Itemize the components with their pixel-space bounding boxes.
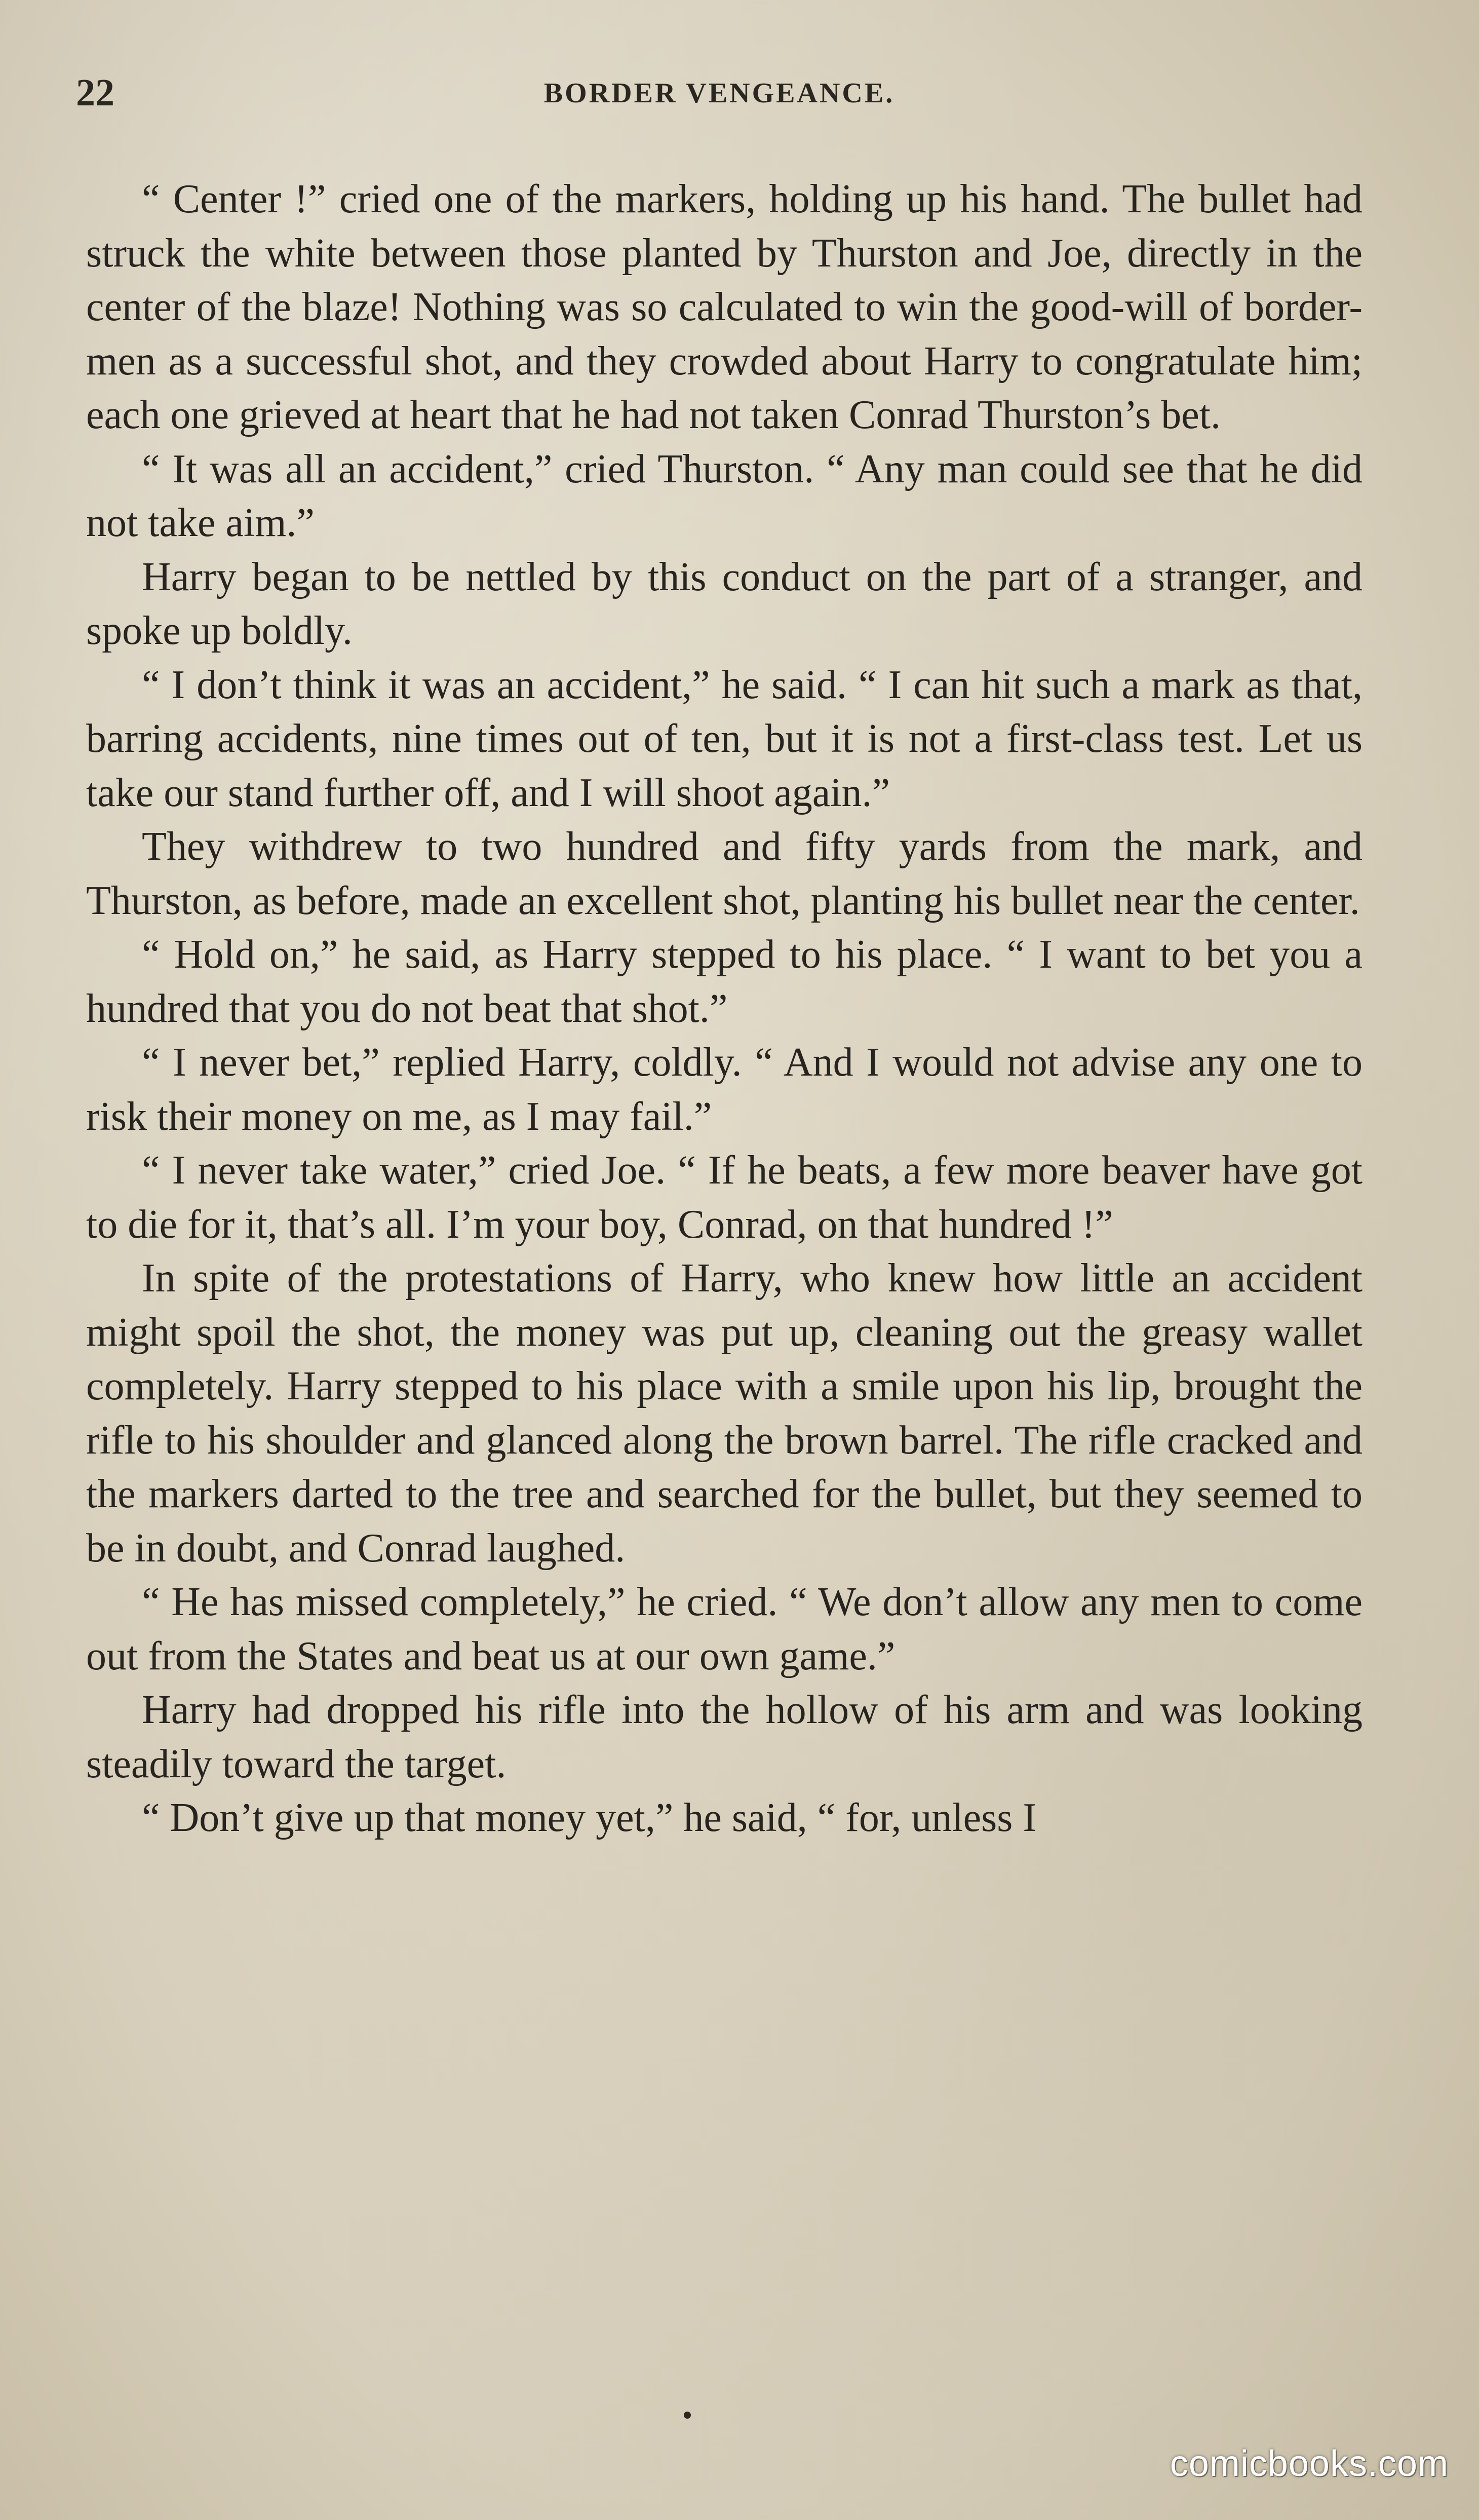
paragraph: “ I never bet,” replied Harry, coldly. “ And I would not advise any one to risk their money on me, as I may fail.”: [86, 1040, 1363, 1139]
paragraph: “ Don’t give up that money yet,” he said, “ for, unless I: [142, 1796, 1036, 1840]
paragraph: “ He has missed completely,” he cried. “ We don’t allow any men to come out from the States and beat us at our own game.”: [86, 1580, 1363, 1678]
paragraph: In spite of the protestations of Harry, who knew how little an accident might spoil the shot, the money was put up, cleaning out the greasy wallet completely. Harry stepped to his place with a smile upon his lip, brought the rifle to his shoulder and glanced along the brown barrel. The rifle cracked and the markers darted to the tree and searched for the bullet, but they seemed to be in doubt, and Conrad laughed.: [86, 1256, 1363, 1571]
page-header: [76, 71, 1363, 127]
paragraph: Harry began to be nettled by this conduct on the part of a stranger, and spoke up boldly.: [86, 554, 1363, 653]
paragraph: Harry had dropped his rifle into the hollow of his arm and was looking steadily toward the target.: [86, 1688, 1363, 1786]
paragraph: “ I don’t think it was an accident,” he said. “ I can hit such a mark as that, barring accidents, nine times out of ten, but it is not a first-class test. Let us take our stand further off, and I will shoot again.”: [86, 662, 1363, 815]
paragraph: “ Center !” cried one of the markers, holding up his hand. The bullet had struck the white between those planted by Thurston and Joe, directly in the center of the blaze! Nothing was so calculated to win the good-will of border-men as a successful shot, and they crowded about Harry to congratulate him; each one grieved at heart that he had not taken Conrad Thurston’s bet.: [86, 177, 1363, 437]
paragraph: “ It was all an accident,” cried Thurston. “ Any man could see that he did not take aim.”: [86, 446, 1363, 545]
paragraph: “ Hold on,” he said, as Harry stepped to his place. “ I want to bet you a hundred that you do not beat that shot.”: [86, 932, 1363, 1031]
page-number: 22: [76, 71, 114, 114]
ink-dot: [684, 2412, 691, 2419]
paragraph: “ I never take water,” cried Joe. “ If he beats, a few more beaver have got to die for it, that’s all. I’m your boy, Conrad, on that hundred !”: [86, 1148, 1363, 1247]
body-text: [86, 172, 1363, 1845]
paragraph: They withdrew to two hundred and fifty yards from the mark, and Thurston, as before, made an excellent shot, planting his bullet near the center.: [86, 824, 1363, 923]
watermark: comicbooks.com: [1170, 2443, 1449, 2484]
running-head: BORDER VENGEANCE.: [543, 78, 895, 109]
